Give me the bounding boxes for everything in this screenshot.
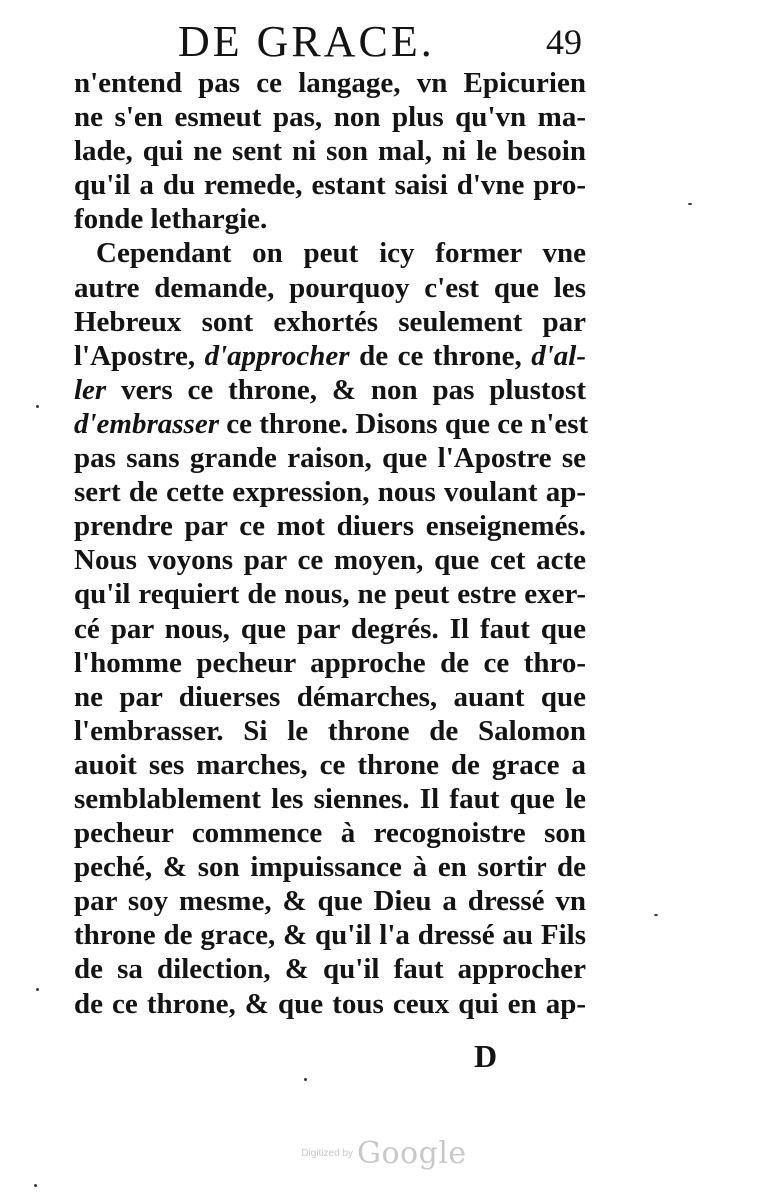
text-run: ce throne. Disons que ce n'est xyxy=(219,407,589,440)
page-header xyxy=(70,14,590,70)
ink-speck xyxy=(654,914,658,916)
text-line xyxy=(74,543,586,577)
italic-phrase: ler xyxy=(74,373,107,406)
text-line xyxy=(74,305,586,339)
text-line xyxy=(74,509,586,543)
text-line xyxy=(74,202,586,236)
ink-speck xyxy=(688,203,692,205)
text-run: vers ce throne, & non pas plustost xyxy=(106,373,586,406)
text-run: ne par diuerses démarches, auant que xyxy=(74,680,586,713)
body-text xyxy=(74,66,589,1021)
digitization-watermark xyxy=(0,1136,768,1171)
text-run: lade, qui ne sent ni son mal, ni le besoin xyxy=(74,135,586,168)
text-run: sert de cette expression, nous voulant ap- xyxy=(74,476,586,509)
text-run: autre demande, pourquoy c'est que les xyxy=(74,271,586,304)
text-run: de sa dilection, & qu'il faut approcher xyxy=(74,953,586,986)
text-line xyxy=(74,782,586,816)
italic-phrase: d'embrasser xyxy=(74,407,219,440)
text-line xyxy=(74,646,586,680)
ink-speck xyxy=(34,1184,37,1187)
text-run: qu'il requiert de nous, ne peut estre exer- xyxy=(74,578,586,611)
text-line xyxy=(74,987,586,1021)
text-line xyxy=(74,271,586,305)
text-line xyxy=(74,475,586,509)
catchword: D xyxy=(474,1038,498,1074)
text-line xyxy=(74,748,586,782)
text-run: qu'il a du remede, estant saisi d'vne pro- xyxy=(74,169,586,202)
text-line xyxy=(74,134,586,168)
text-run: de ce throne, xyxy=(349,339,532,372)
google-logo: Google xyxy=(357,1136,467,1171)
text-run: de ce throne, & que tous ceux qui en ap- xyxy=(74,987,586,1020)
running-head: DE GRACE. xyxy=(178,17,435,66)
text-line xyxy=(74,952,586,986)
text-run: throne de grace, & qu'il l'a dressé au Fils xyxy=(74,919,586,952)
italic-phrase: d'al- xyxy=(531,339,586,372)
text-run: cé par nous, que par degrés. Il faut que xyxy=(74,612,586,645)
text-line xyxy=(74,339,586,373)
text-run: l'embrasser. Si le throne de Salomon xyxy=(74,714,586,747)
page-number: 49 xyxy=(546,22,582,62)
text-run: par soy mesme, & que Dieu a dressé vn xyxy=(74,885,586,918)
text-run: Nous voyons par ce moyen, que cet acte xyxy=(74,544,586,577)
ink-speck xyxy=(36,405,39,408)
text-line xyxy=(74,100,586,134)
text-line xyxy=(74,168,586,202)
text-line xyxy=(74,66,586,100)
text-line xyxy=(74,816,586,850)
text-run: pecheur commence à recognoistre son xyxy=(74,817,586,850)
text-line xyxy=(74,407,589,441)
text-run: n'entend pas ce langage, vn Epicurien xyxy=(74,67,586,99)
ink-speck xyxy=(36,988,39,991)
text-line xyxy=(74,714,586,748)
text-run: l'Apostre, xyxy=(74,339,205,372)
text-line xyxy=(74,680,586,714)
text-line xyxy=(74,850,586,884)
italic-phrase: d'approcher xyxy=(204,339,350,372)
text-line xyxy=(74,236,586,270)
text-run: semblablement les siennes. Il faut que le xyxy=(74,782,586,815)
text-run: pas sans grande raison, que l'Apostre se xyxy=(74,442,586,475)
text-run: ne s'en esmeut pas, non plus qu'vn ma- xyxy=(74,101,586,134)
text-line xyxy=(74,373,586,407)
text-line xyxy=(74,612,586,646)
text-run: Hebreux sont exhortés seulement par xyxy=(74,305,586,338)
text-run: Cependant on peut icy former vne xyxy=(96,237,586,270)
text-run: l'homme pecheur approche de ce thro- xyxy=(74,646,586,679)
watermark-prefix: Digitized by xyxy=(301,1148,354,1159)
text-run: auoit ses marches, ce throne de grace a xyxy=(74,748,586,781)
text-line xyxy=(74,441,586,475)
text-run: prendre par ce mot diuers enseignemés. xyxy=(74,510,586,543)
ink-speck xyxy=(304,1078,307,1081)
text-line xyxy=(74,918,586,952)
text-line xyxy=(74,884,586,918)
text-run: fonde lethargie. xyxy=(74,203,268,236)
text-run: peché, & son impuissance à en sortir de xyxy=(74,851,586,884)
text-line xyxy=(74,577,586,611)
